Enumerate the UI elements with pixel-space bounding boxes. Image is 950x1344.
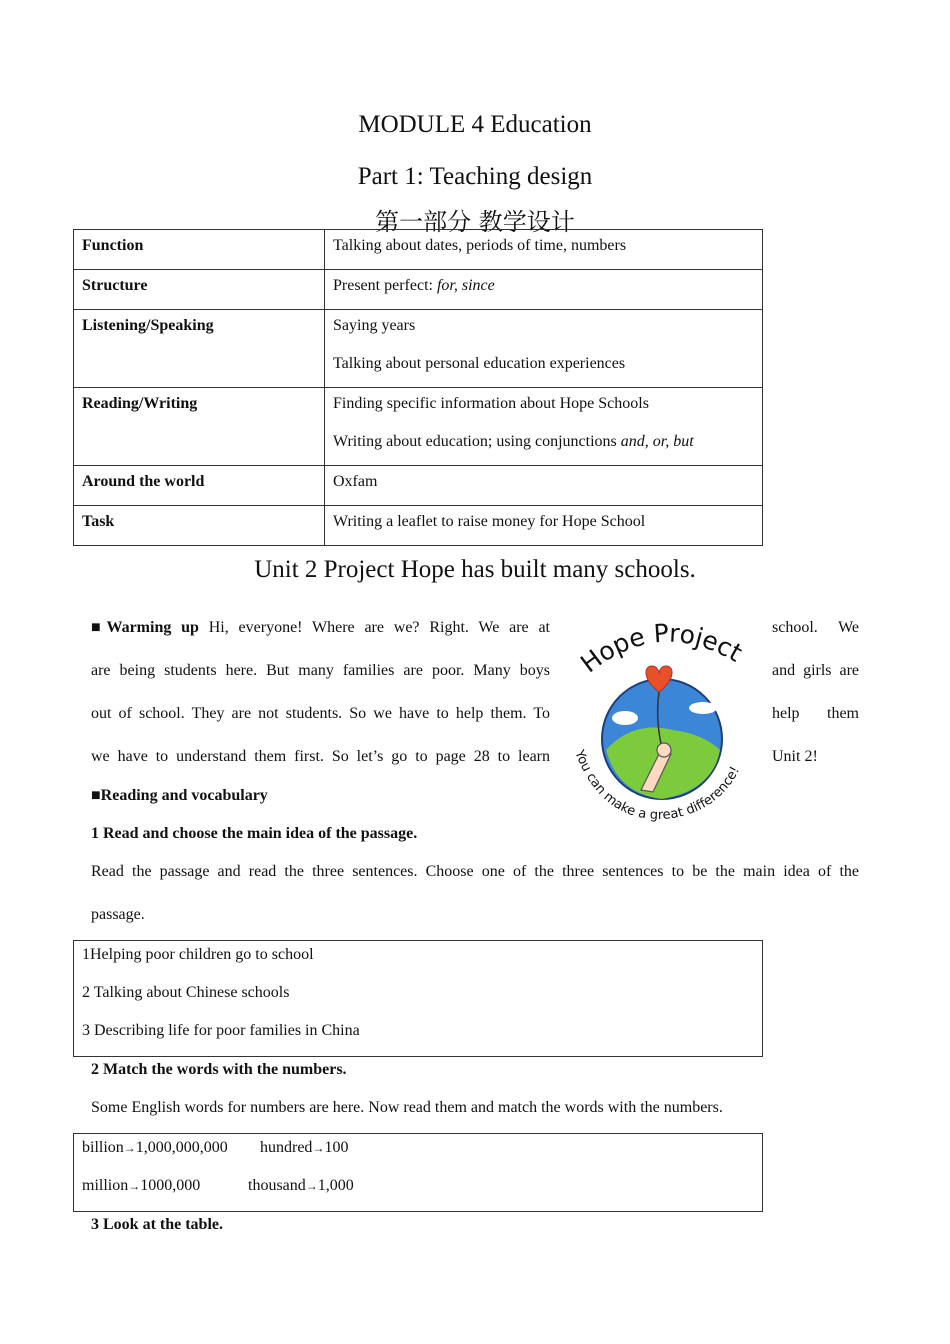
warming-line: school. We xyxy=(772,619,859,636)
row-label: Task xyxy=(74,506,325,546)
match-item: billion→1,000,000,000 xyxy=(82,1139,228,1156)
warming-line: Unit 2! xyxy=(772,748,818,765)
module-title: MODULE 4 Education xyxy=(358,111,592,138)
task3-heading: 3 Look at the table. xyxy=(91,1216,223,1233)
match-item: million→1000,000 xyxy=(82,1177,201,1194)
logo-slogan: You can make a great difference! xyxy=(571,748,743,824)
row-value: Talking about dates, periods of time, numbers xyxy=(325,230,763,270)
warming-line: out of school. They are not students. So we have to help them. To xyxy=(91,705,550,722)
options-box xyxy=(73,940,763,1057)
table-row xyxy=(74,230,763,270)
warming-up-right xyxy=(772,606,859,778)
option-item: 2 Talking about Chinese schools xyxy=(82,984,290,1001)
cloud-icon xyxy=(689,702,717,714)
match-item: thousand→1,000 xyxy=(248,1177,354,1194)
row-value: Present perfect: for, since xyxy=(325,270,763,310)
task2-heading: 2 Match the words with the numbers. xyxy=(91,1061,347,1078)
option-item: 3 Describing life for poor families in China xyxy=(82,1022,360,1039)
row-label: Around the world xyxy=(74,466,325,506)
row-label: Structure xyxy=(74,270,325,310)
cloud-icon xyxy=(612,711,638,725)
hope-project-logo xyxy=(563,622,763,834)
warming-line: help them xyxy=(772,705,859,722)
task1-instruction: Read the passage and read the three sentences. Choose one of the three sentences to be the main idea of the xyxy=(91,863,859,880)
unit-title: Unit 2 Project Hope has built many schools. xyxy=(254,556,696,583)
table-row xyxy=(74,506,763,546)
row-value: Saying years Talking about personal education experiences xyxy=(325,310,763,388)
part-title-cn: 第一部分 教学设计 xyxy=(375,208,575,236)
match-box xyxy=(73,1133,763,1212)
row-label: Listening/Speaking xyxy=(74,310,325,388)
warming-line: we have to understand them first. So let’s go to page 28 to learn xyxy=(91,748,550,765)
overview-table xyxy=(73,229,763,546)
task2-instruction: Some English words for numbers are here. Now read them and match the words with the numbers. xyxy=(91,1099,723,1116)
logo-title: Hope Project xyxy=(575,622,748,679)
warming-up-left xyxy=(91,606,550,778)
table-row xyxy=(74,310,763,388)
row-label: Reading/Writing xyxy=(74,388,325,466)
table-row xyxy=(74,270,763,310)
table-row xyxy=(74,388,763,466)
row-value: Finding specific information about Hope Schools Writing about education; using conjunctions and, or, but xyxy=(325,388,763,466)
row-value: Oxfam xyxy=(325,466,763,506)
task1-heading: 1 Read and choose the main idea of the passage. xyxy=(91,825,418,842)
match-item: hundred→100 xyxy=(260,1139,349,1156)
warming-line: and girls are xyxy=(772,662,859,679)
hand-icon xyxy=(657,743,671,757)
task1-instruction-cont: passage. xyxy=(91,906,145,923)
option-item: 1Helping poor children go to school xyxy=(82,946,314,963)
part-title: Part 1: Teaching design xyxy=(357,163,593,190)
row-label: Function xyxy=(74,230,325,270)
reading-heading: ■Reading and vocabulary xyxy=(91,787,268,804)
row-value: Writing a leaflet to raise money for Hope School xyxy=(325,506,763,546)
warming-line: ■Warming up Hi, everyone! Where are we? Right. We are at xyxy=(91,619,550,636)
warming-line: are being students here. But many families are poor. Many boys xyxy=(91,662,550,679)
table-row xyxy=(74,466,763,506)
